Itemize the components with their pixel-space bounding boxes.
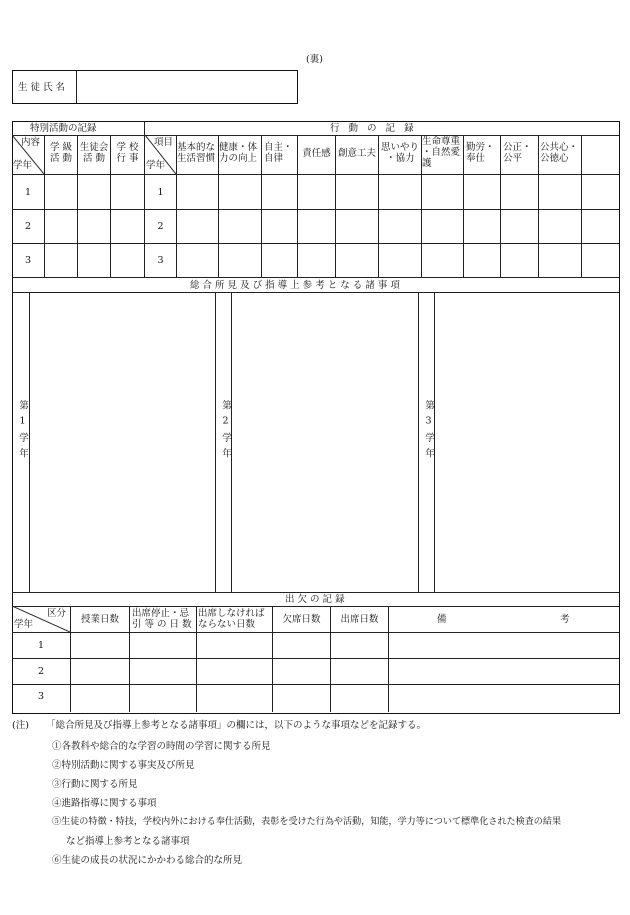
bh-year-3: 3 (157, 255, 164, 266)
attendance-corner-year: 学年 (14, 619, 34, 630)
notes-heading: (注) (12, 720, 29, 731)
note-item-5: ⑤生徒の特徴・特技，学校内外における奉仕活動，表彰を受けた行為や活動，知能，学力等について標準化された検査の結果 (52, 817, 562, 827)
col-student-council: 生徒会 活 動 (79, 142, 109, 164)
attendance-title: 出 欠 の 記 録 (285, 594, 345, 605)
col-required-days: 出席しなければ ならない日数 (198, 608, 265, 630)
col-remarks-2: 考 (560, 614, 570, 625)
col-basic-habits: 基本的な 生活習慣 (177, 142, 216, 164)
findings-year-3-label: 第3学年 (423, 400, 434, 464)
bh-year-1: 1 (157, 187, 164, 198)
col-class-activities: 学 級 活 動 (49, 142, 73, 164)
note-item-1: ①各教科や総合的な学習の時間の学習に関する所見 (52, 741, 271, 752)
sa-year-2: 2 (24, 221, 32, 232)
behavior-corner-year: 学年 (146, 160, 166, 171)
note-item-5-cont: など指導上参考となる諸事項 (66, 836, 190, 847)
note-item-3: ③行動に関する所見 (52, 779, 138, 790)
col-labor-service: 勤労・ 奉仕 (466, 142, 495, 164)
col-creativity: 創意工夫 (337, 148, 376, 159)
col-present-days: 出席日数 (340, 614, 379, 625)
col-autonomy: 自主・ 自律 (264, 142, 293, 164)
special-activities-corner-content: 内容 (21, 137, 41, 148)
att-year-1: 1 (37, 640, 45, 651)
col-respect-life: 生命尊重 ・自然愛 護 (422, 136, 461, 169)
findings-year-2-label: 第2学年 (220, 400, 231, 464)
col-responsibility: 責任感 (302, 148, 331, 159)
col-public-spirit: 公共心・ 公徳心 (540, 142, 579, 164)
note-item-6: ⑥生徒の成長の状況にかかわる総合的な所見 (52, 855, 243, 866)
name-divider (76, 71, 77, 103)
col-school-events: 学 校 行 事 (116, 142, 139, 164)
findings-title: 総 合 所 見 及 び 指 導 上 参 考 と な る 諸 事 項 (190, 280, 400, 291)
bh-year-2: 2 (157, 221, 164, 232)
col-remarks-1: 備 (437, 614, 447, 625)
col-health: 健康・体 力の向上 (219, 142, 258, 164)
special-activities-title: 特別活動の記録 (30, 123, 97, 134)
special-activities-corner-year: 学年 (13, 160, 33, 171)
col-fairness: 公正・ 公平 (503, 142, 532, 164)
findings-year-1-field[interactable] (31, 294, 214, 590)
col-consideration: 思いやり ・協力 (381, 142, 420, 164)
att-year-2: 2 (37, 666, 45, 677)
student-name-label: 生 徒 氏 名 (18, 82, 66, 93)
col-school-days: 授業日数 (80, 614, 119, 625)
attendance-corner-category: 区分 (47, 608, 67, 619)
att-year-3: 3 (37, 691, 45, 702)
note-item-2: ②特別活動に関する事実及び所見 (52, 760, 195, 771)
page-side-label: (裏) (306, 54, 323, 65)
col-suspension-days: 出席停止・忌 引 等 の 日 数 (132, 608, 192, 630)
student-name-field[interactable] (80, 73, 292, 101)
sa-year-3: 3 (24, 255, 32, 266)
col-absent-days: 欠席日数 (282, 614, 321, 625)
behavior-corner-item: 項目 (154, 137, 174, 148)
note-item-4: ④進路指導に関する事項 (52, 798, 157, 809)
behavior-title: 行 動 の 記 録 (330, 123, 417, 134)
sa-year-1: 1 (24, 187, 32, 198)
findings-year-2-field[interactable] (233, 294, 417, 590)
findings-year-3-field[interactable] (436, 294, 617, 590)
findings-year-1-label: 第1学年 (17, 400, 28, 464)
notes-intro: 「総合所見及び指導上参考となる諸事項」の欄には，以下のような事項などを記録する。 (46, 720, 427, 731)
